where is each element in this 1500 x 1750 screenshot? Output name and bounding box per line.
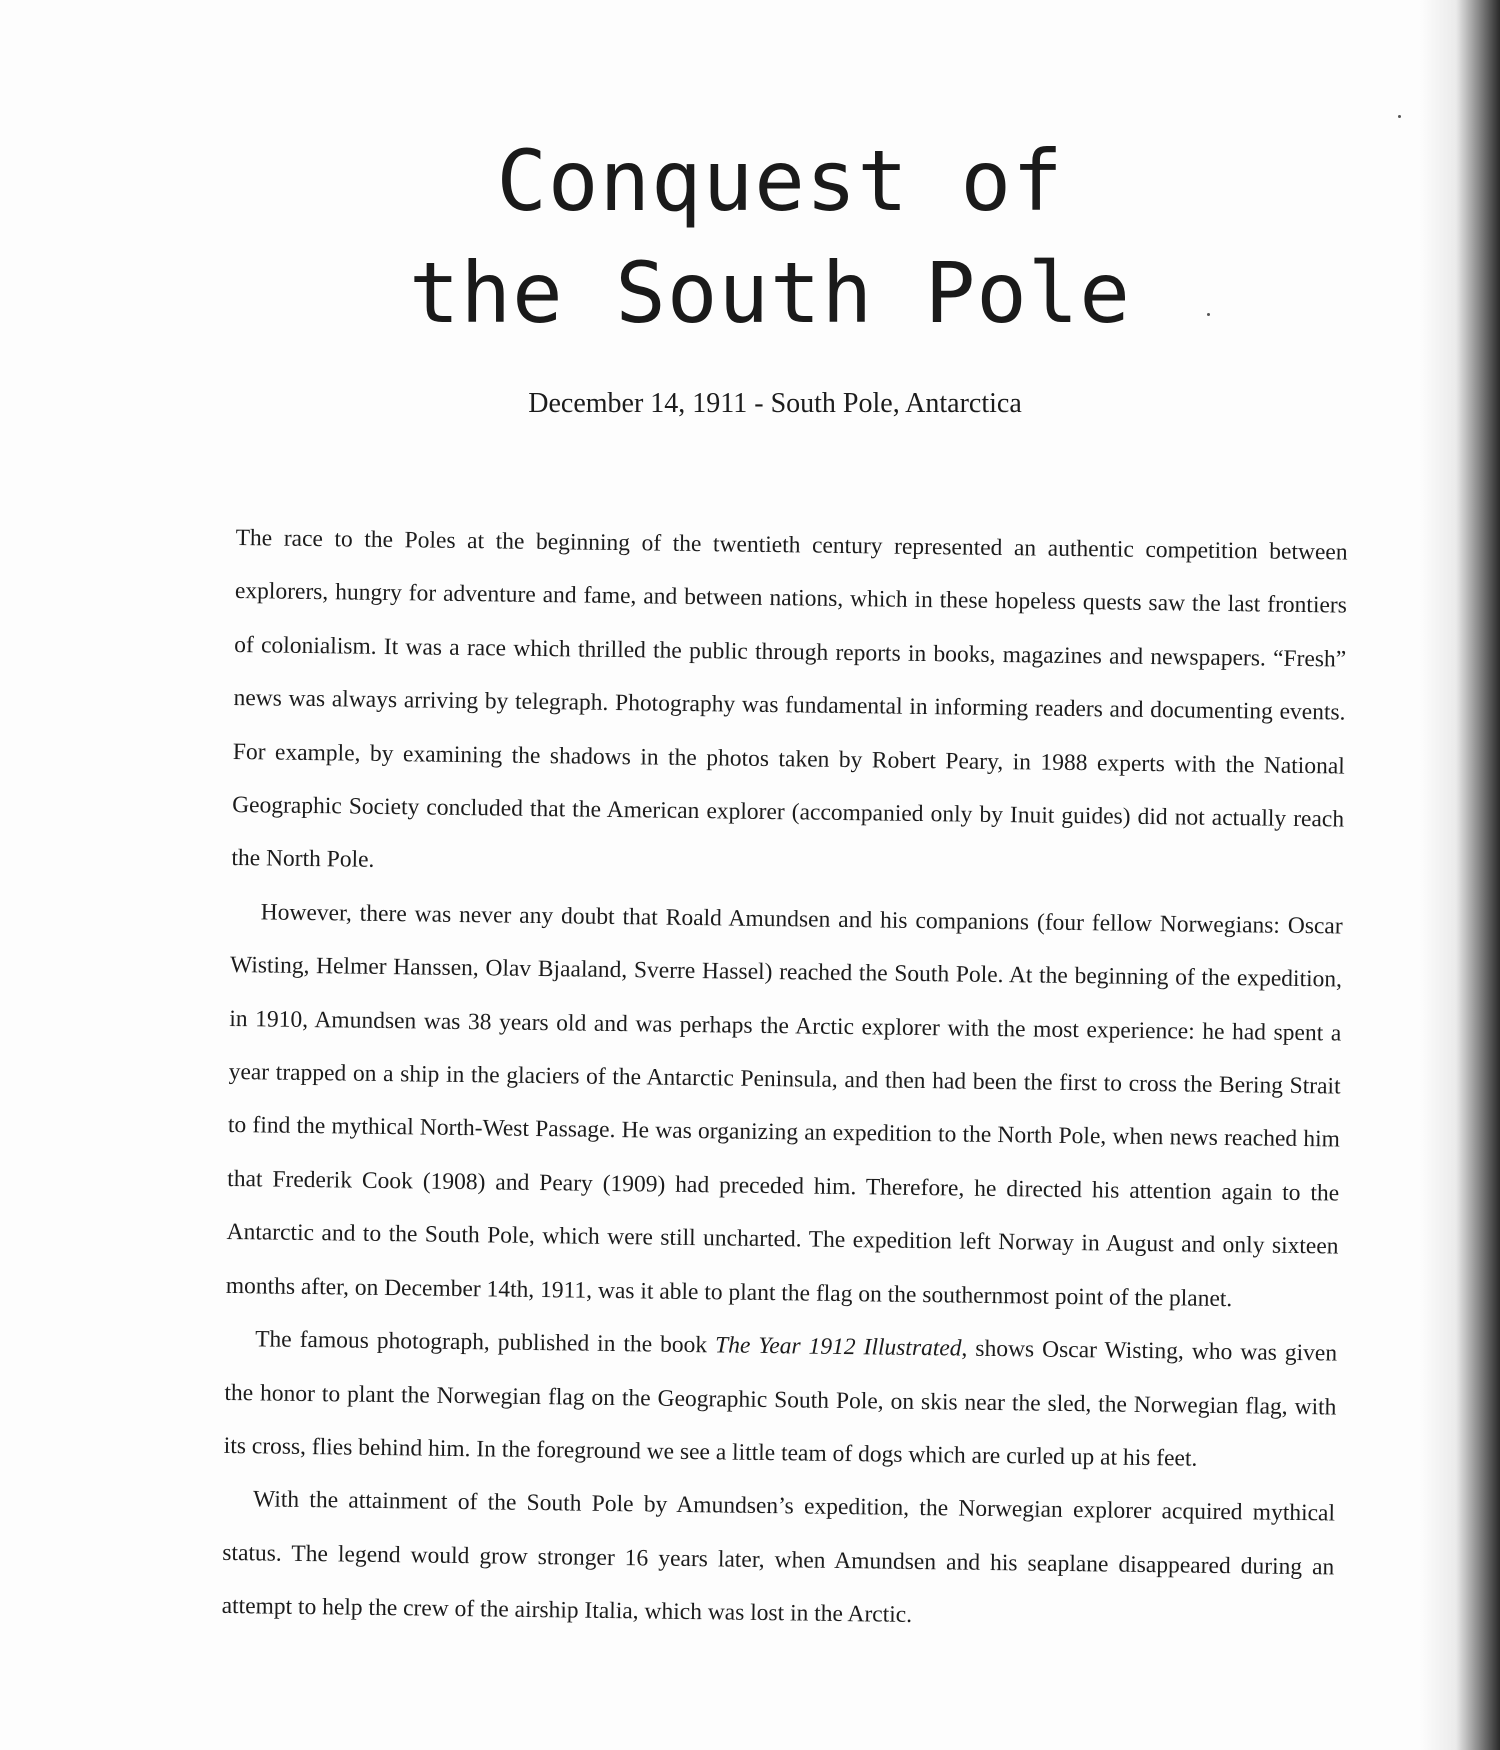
paragraph-2: However, there was never any doubt that Roald Amundsen and his companions (four fellow Norwegians: Oscar Wisting, Helmer Hanssen, Olav Bjaaland, Sverre Hassel) reached the South Pole. At the beginning of the expedition, in 1910, Amundsen was 38 years old and was perhaps the Arctic explorer with the most experience: he had spent a year trapped on a ship in the glaciers of the Antarctic Peninsula, and then had been the first to cross the Bering Strait to find the mythical North-West Passage. He was organizing an expedition to the North Pole, when news reached him that Frederik Cook (1908) and Peary (1909) had preceded him. Therefore, he directed his attention again to the Antarctic and to the South Pole, which were still uncharted. The expedition left Norway in August and only sixteen months after, on December 14th, 1911, was it able to plant the flag on the southernmost point of the planet. — [225, 899, 1343, 1312]
scan-speck — [1398, 115, 1401, 118]
title-line-1: Conquest of — [496, 132, 1064, 230]
scan-speck — [1207, 313, 1210, 316]
paragraph-3-text-start: The famous photograph, published in the book — [255, 1326, 716, 1359]
paragraph-4: With the attainment of the South Pole by Amundsen’s expedition, the Norwegian explorer acquired mythical status. The legend would grow stronger 16 years later, when Amundsen and his seaplane disappeared during an attempt to help the crew of the airship Italia, which was lost in the Arctic. — [221, 1486, 1336, 1629]
title-line-2: the South Pole — [408, 244, 1131, 342]
paragraph-3-text-end: , shows Oscar Wisting, who was given the honor to plant the Norwegian flag on the Geographic South Pole, on skis near the sled, the Norwegian flag, with its cross, flies behind him. In the foreground we see a little team of dogs which are curled up at his feet. — [223, 1335, 1338, 1472]
paragraph-3 — [223, 1313, 1337, 1488]
paragraph-1: The race to the Poles at the beginning of the twentieth century represented an authentic competition between explorers, hungry for adventure and fame, and between nations, which in these hopeless quests saw the last frontiers of colonialism. It was a race which thrilled the public through reports in books, magazines and newspapers. “Fresh” news was always arriving by telegraph. Photography was fundamental in informing readers and documenting events. For example, by examining the shadows in the photos taken by Robert Peary, in 1988 experts with the National Geographic Society concluded that the American explorer (accompanied only by Inuit guides) did not actually reach the North Pole. — [231, 524, 1348, 874]
article-body — [221, 512, 1348, 1648]
page-title — [0, 125, 1500, 349]
date-location-subtitle: December 14, 1911 - South Pole, Antarctica — [528, 388, 1022, 419]
book-title: The Year 1912 Illustrated — [714, 1332, 962, 1362]
